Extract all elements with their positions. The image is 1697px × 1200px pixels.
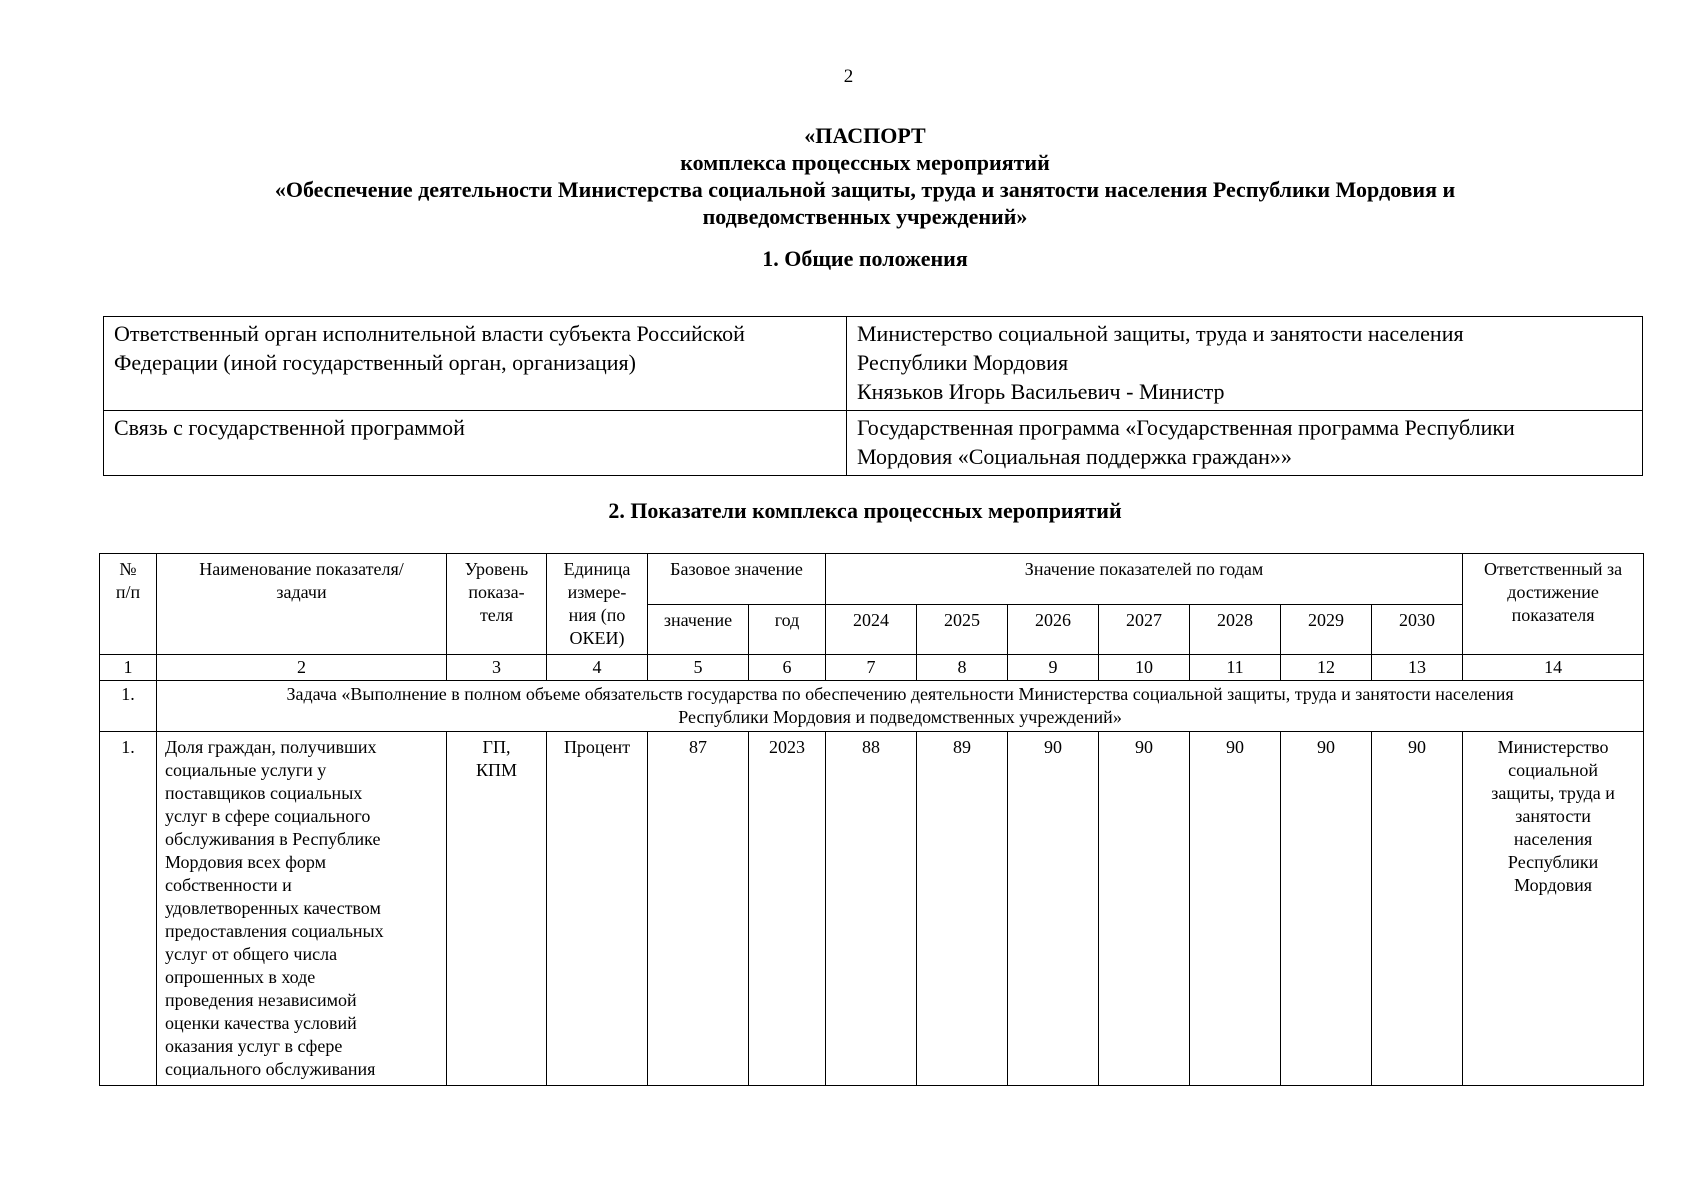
column-number: 2 — [157, 655, 447, 681]
title-line-4: подведомственных учреждений» — [702, 204, 1028, 229]
header-unit: Единица измере- ния (по ОКЕИ) — [547, 554, 648, 655]
header-year: 2030 — [1372, 604, 1463, 655]
column-number: 3 — [447, 655, 547, 681]
indicator-value-2028: 90 — [1190, 732, 1281, 1086]
indicators-table — [99, 553, 1644, 1086]
header-year: 2029 — [1281, 604, 1372, 655]
column-number: 10 — [1099, 655, 1190, 681]
general-provisions-table — [103, 316, 1643, 476]
column-number: 4 — [547, 655, 648, 681]
indicator-base-value: 87 — [648, 732, 749, 1086]
table-row — [100, 732, 1644, 1086]
indicator-value-2029: 90 — [1281, 732, 1372, 1086]
page-number: 2 — [843, 66, 854, 87]
task-text: Задача «Выполнение в полном объеме обязательств государства по обеспечению деятельности Министерства социальной защиты, труда и занятости населения Республики Мордовия и подведомственных учреждений» — [157, 681, 1644, 732]
header-year: 2026 — [1008, 604, 1099, 655]
row-num: 1. — [100, 732, 157, 1086]
program-link-value: Государственная программа «Государственная программа Республики Мордовия «Социальная поддержка граждан»» — [847, 411, 1643, 476]
header-year: 2028 — [1190, 604, 1281, 655]
indicator-value-2025: 89 — [917, 732, 1008, 1086]
title-line-1: «ПАСПОРТ — [804, 123, 926, 148]
column-number: 5 — [648, 655, 749, 681]
header-row — [100, 554, 1644, 605]
column-number: 9 — [1008, 655, 1099, 681]
header-num: № п/п — [100, 554, 157, 655]
responsible-body-label: Ответственный орган исполнительной власти субъекта Российской Федерации (иной государственный орган, организация) — [104, 317, 847, 411]
document-title — [0, 122, 1697, 230]
column-number: 7 — [826, 655, 917, 681]
header-year: 2025 — [917, 604, 1008, 655]
indicator-base-year: 2023 — [749, 732, 826, 1086]
header-year: 2027 — [1099, 604, 1190, 655]
column-number: 13 — [1372, 655, 1463, 681]
header-level: Уровень показа- теля — [447, 554, 547, 655]
indicator-value-2030: 90 — [1372, 732, 1463, 1086]
indicator-responsible: Министерство социальной защиты, труда и занятости населения Республики Мордовия — [1463, 732, 1644, 1086]
indicator-value-2024: 88 — [826, 732, 917, 1086]
indicator-level: ГП, КПМ — [447, 732, 547, 1086]
title-line-3: «Обеспечение деятельности Министерства социальной защиты, труда и занятости населения Республики Мордовия и — [274, 177, 1456, 202]
column-number: 14 — [1463, 655, 1644, 681]
header-name: Наименование показателя/ задачи — [157, 554, 447, 655]
indicator-value-2027: 90 — [1099, 732, 1190, 1086]
column-number: 12 — [1281, 655, 1372, 681]
title-line-2: комплекса процессных мероприятий — [680, 150, 1050, 175]
section-1-heading: 1. Общие положения — [762, 246, 968, 271]
header-base: Базовое значение — [648, 554, 826, 605]
indicator-value-2026: 90 — [1008, 732, 1099, 1086]
indicator-name: Доля граждан, получивших социальные услуги у поставщиков социальных услуг в сфере социального обслуживания в Республике Мордовия всех форм собственности и удовлетворенных качеством предоставления социальных услуг от общего числа опрошенных в ходе проведения независимой оценки качества условий оказания услуг в сфере социального обслуживания — [157, 732, 447, 1086]
header-base-value: значение — [648, 604, 749, 655]
column-number: 8 — [917, 655, 1008, 681]
program-link-label: Связь с государственной программой — [104, 411, 847, 476]
column-number: 11 — [1190, 655, 1281, 681]
responsible-body-value: Министерство социальной защиты, труда и занятости населения Республики Мордовия Князьков Игорь Васильевич - Министр — [847, 317, 1643, 411]
task-num: 1. — [100, 681, 157, 732]
table-row — [104, 317, 1643, 411]
column-numbers-row — [100, 655, 1644, 681]
task-row — [100, 681, 1644, 732]
indicator-unit: Процент — [547, 732, 648, 1086]
header-base-year: год — [749, 604, 826, 655]
header-years-title: Значение показателей по годам — [826, 554, 1463, 605]
column-number: 1 — [100, 655, 157, 681]
section-2-heading: 2. Показатели комплекса процессных мероприятий — [608, 498, 1122, 523]
header-year: 2024 — [826, 604, 917, 655]
header-responsible: Ответственный за достижение показателя — [1463, 554, 1644, 655]
table-row — [104, 411, 1643, 476]
column-number: 6 — [749, 655, 826, 681]
